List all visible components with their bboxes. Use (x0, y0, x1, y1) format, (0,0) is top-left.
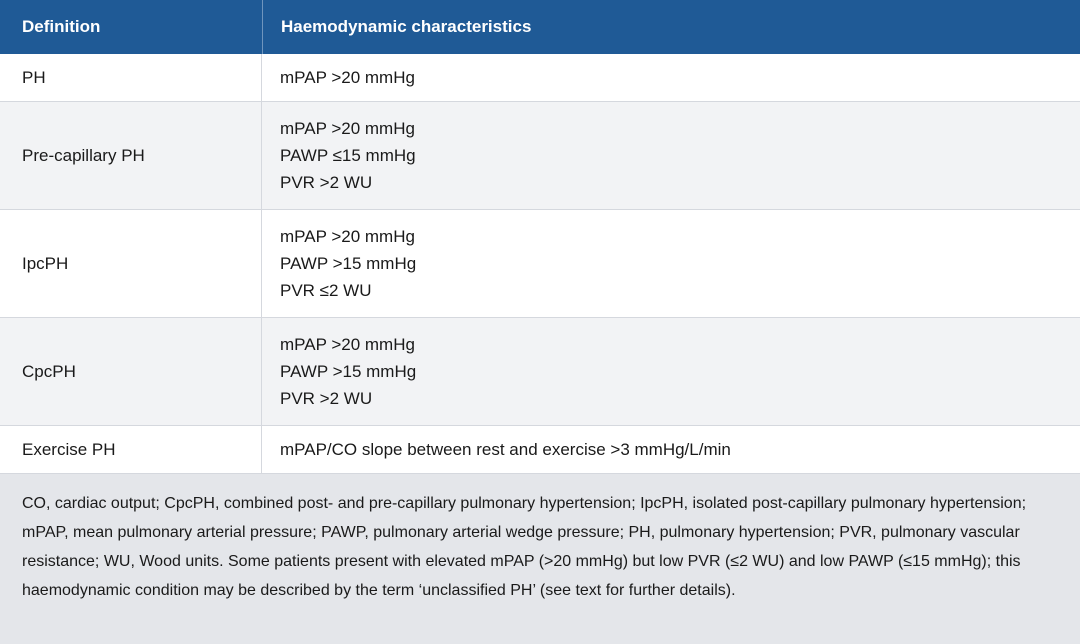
characteristic-line: PVR >2 WU (280, 389, 373, 408)
characteristic-line: mPAP >20 mmHg (280, 119, 415, 138)
table-header (0, 0, 1080, 54)
row-definition: CpcPH (0, 318, 262, 425)
characteristic-line: PVR >2 WU (280, 173, 373, 192)
table-row (0, 210, 1080, 318)
row-characteristics (262, 102, 1080, 209)
table-footnote: CO, cardiac output; CpcPH, combined post- and pre-capillary pulmonary hypertension; IpcPH, isolated post-capillary pulmonary hypertension; mPAP, mean pulmonary arterial pressure; PAWP, pulmonary arterial wedge pressure; PH, pulmonary hypertension; PVR, pulmonary vascular resistance; WU, Wood units. Some patients present with elevated mPAP (>20 mmHg) but low PVR (≤2 WU) and low PAWP (≤15 mmHg); this haemodynamic condition may be described by the term ‘unclassified PH’ (see text for further details). (0, 474, 1080, 644)
characteristic-line: mPAP/CO slope between rest and exercise >3 mmHg/L/min (280, 440, 731, 459)
characteristic-line: PVR ≤2 WU (280, 281, 372, 300)
header-haemodynamic-characteristics: Haemodynamic characteristics (262, 0, 1080, 54)
characteristic-line: mPAP >20 mmHg (280, 335, 415, 354)
row-characteristics (262, 54, 1080, 101)
characteristic-line: mPAP >20 mmHg (280, 227, 415, 246)
row-definition: PH (0, 54, 262, 101)
row-characteristics (262, 210, 1080, 317)
table-row (0, 318, 1080, 426)
table-row (0, 54, 1080, 102)
characteristic-line: PAWP >15 mmHg (280, 254, 417, 273)
characteristic-line: PAWP ≤15 mmHg (280, 146, 416, 165)
row-definition: Exercise PH (0, 426, 262, 473)
characteristic-line: mPAP >20 mmHg (280, 68, 415, 87)
header-definition: Definition (22, 17, 101, 36)
row-definition: Pre-capillary PH (0, 102, 262, 209)
row-characteristics (262, 318, 1080, 425)
table-row (0, 426, 1080, 474)
row-characteristics (262, 426, 1080, 473)
table-row (0, 102, 1080, 210)
characteristic-line: PAWP >15 mmHg (280, 362, 417, 381)
row-definition: IpcPH (0, 210, 262, 317)
